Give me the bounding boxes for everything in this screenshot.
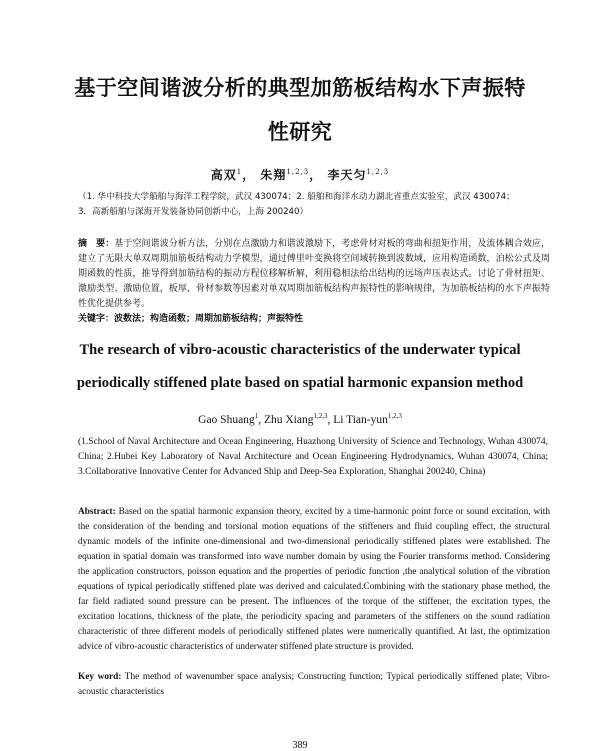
chinese-affiliation-line-2: 3．高新船舶与深海开发装备协同创新中心，上海 200240）	[78, 207, 309, 217]
author-cn-1-affiliation: 1	[236, 168, 243, 176]
author-en-2-affiliation: 1,2,3	[313, 412, 328, 420]
chinese-affiliation-line-1: （1. 华中科技大学船舶与海洋工程学院，武汉 430074；2. 船舶和海洋水动力湖北省重点实验室，武汉 430074；	[78, 192, 515, 202]
author-separator: ，	[242, 168, 256, 182]
chinese-abstract-text: 基于空间谐波分析方法，分别在点激励力和谐波激励下，考虑骨材对板的弯曲和扭矩作用，及流体耦合效应，建立了无限大单双周期加筋板结构动力学模型，通过傅里叶变换将空间域转换到波数域，应用构造函数，泊松公式及周期函数的性质，推导得到加筋结构的振动方程位移解析解，利用稳相法给出结构的远场声压表达式。讨论了骨材扭矩、激励类型、激励位置，板厚，骨材参数等因素对单双周期加筋板结构声振特性的影响规律，为加筋板结构的水下声振特性优化提供参考。	[78, 239, 550, 309]
english-abstract-text: Based on the spatial harmonic expansion theory, excited by a time-harmonic point force or sound excitation, with the consideration of the bending and torsional motion equations of the stiffeners and fluid coupling effect, the structural dynamic models of the infinite one-dimensional and two-dimensional periodically stiffened plates were established. The equation in spatial domain was transformed into wave number domain by using the Fourier transforms method. Considering the application constructors, poisson equation and the properties of periodic function ,the analytical solution of the vibration equations of typical periodically stiffened plate was derived and calculated.Combining with the stationary phase method, the far field radiated sound pressure can be present. The influences of the torque of the stiffener, the excitation types, the excitation locations, thickness of the plate, the periodicity spacing and parameters of the stiffeners on the sound radiation characteristic of three different models of periodically stiffened plates were numerically quantified. At last, the optimization advice of vibro-acoustic characteristics of underwater stiffened plate structure is provided.	[78, 507, 550, 652]
author-separator: ，	[309, 168, 323, 182]
english-title-line-2: periodically stiffened plate based on spatial harmonic expansion method	[76, 375, 524, 391]
author-en-1: Gao Shuang	[198, 413, 255, 426]
author-en-2: Zhu Xiang	[263, 413, 314, 426]
page-number: 389	[292, 740, 308, 751]
english-author-list: Gao Shuang$^1$, Zhu Xiang$^{1,2,3}$, Li Tian-yun$^{1,2,3}$	[198, 412, 402, 426]
english-title-line-1: The research of vibro-acoustic characteristics of the underwater typical	[79, 342, 521, 358]
english-abstract-label: Abstract:	[78, 507, 116, 517]
english-abstract	[78, 505, 550, 655]
author-cn-2-affiliation: 1,2,3	[286, 168, 310, 176]
english-keywords-text: The method of wavenumber space analysis; Constructing function; Typical periodically stiffened plate; Vibro-acoustic characteristics	[78, 672, 550, 697]
chinese-abstract	[78, 237, 550, 312]
chinese-title-line-1: 基于空间谐波分析的典型加筋板结构水下声振特	[74, 76, 526, 100]
author-en-3-affiliation: 1,2,3	[387, 412, 402, 420]
author-en-3: Li Tian-yun	[333, 413, 388, 426]
english-title	[40, 334, 560, 400]
english-affiliations: (1.School of Naval Architecture and Ocean Engineering, Huazhong University of Science and Technology, Wuhan 430074, China; 2.Hubei Key Laboratory of Naval Architecture and Ocean Engineering Hydrodynamics, Wuhan 430074, China; 3.Collaborative Innovative Center for Advanced Ship and Deep-Sea Exploration, Shanghai 200240, China)	[78, 437, 548, 477]
english-keywords-label: Key word:	[78, 672, 122, 682]
author-cn-1: 高双	[210, 168, 237, 182]
chinese-affiliations	[78, 190, 548, 220]
chinese-keywords	[78, 312, 550, 327]
chinese-author-list	[0, 166, 600, 183]
english-keywords	[78, 670, 550, 700]
chinese-abstract-label: 摘 要：	[78, 239, 115, 249]
author-cn-2: 朱翔	[260, 168, 287, 182]
author-cn-3-affiliation: 1,2,3	[366, 168, 390, 176]
author-en-1-affiliation: 1	[254, 412, 259, 420]
chinese-keywords-text: 波数法；构造函数；周期加筋板结构；声振特性	[114, 314, 304, 324]
chinese-keywords-label: 关键字：	[78, 314, 115, 324]
chinese-title-line-2: 性研究	[267, 120, 333, 144]
author-cn-3: 李天匀	[327, 168, 367, 182]
